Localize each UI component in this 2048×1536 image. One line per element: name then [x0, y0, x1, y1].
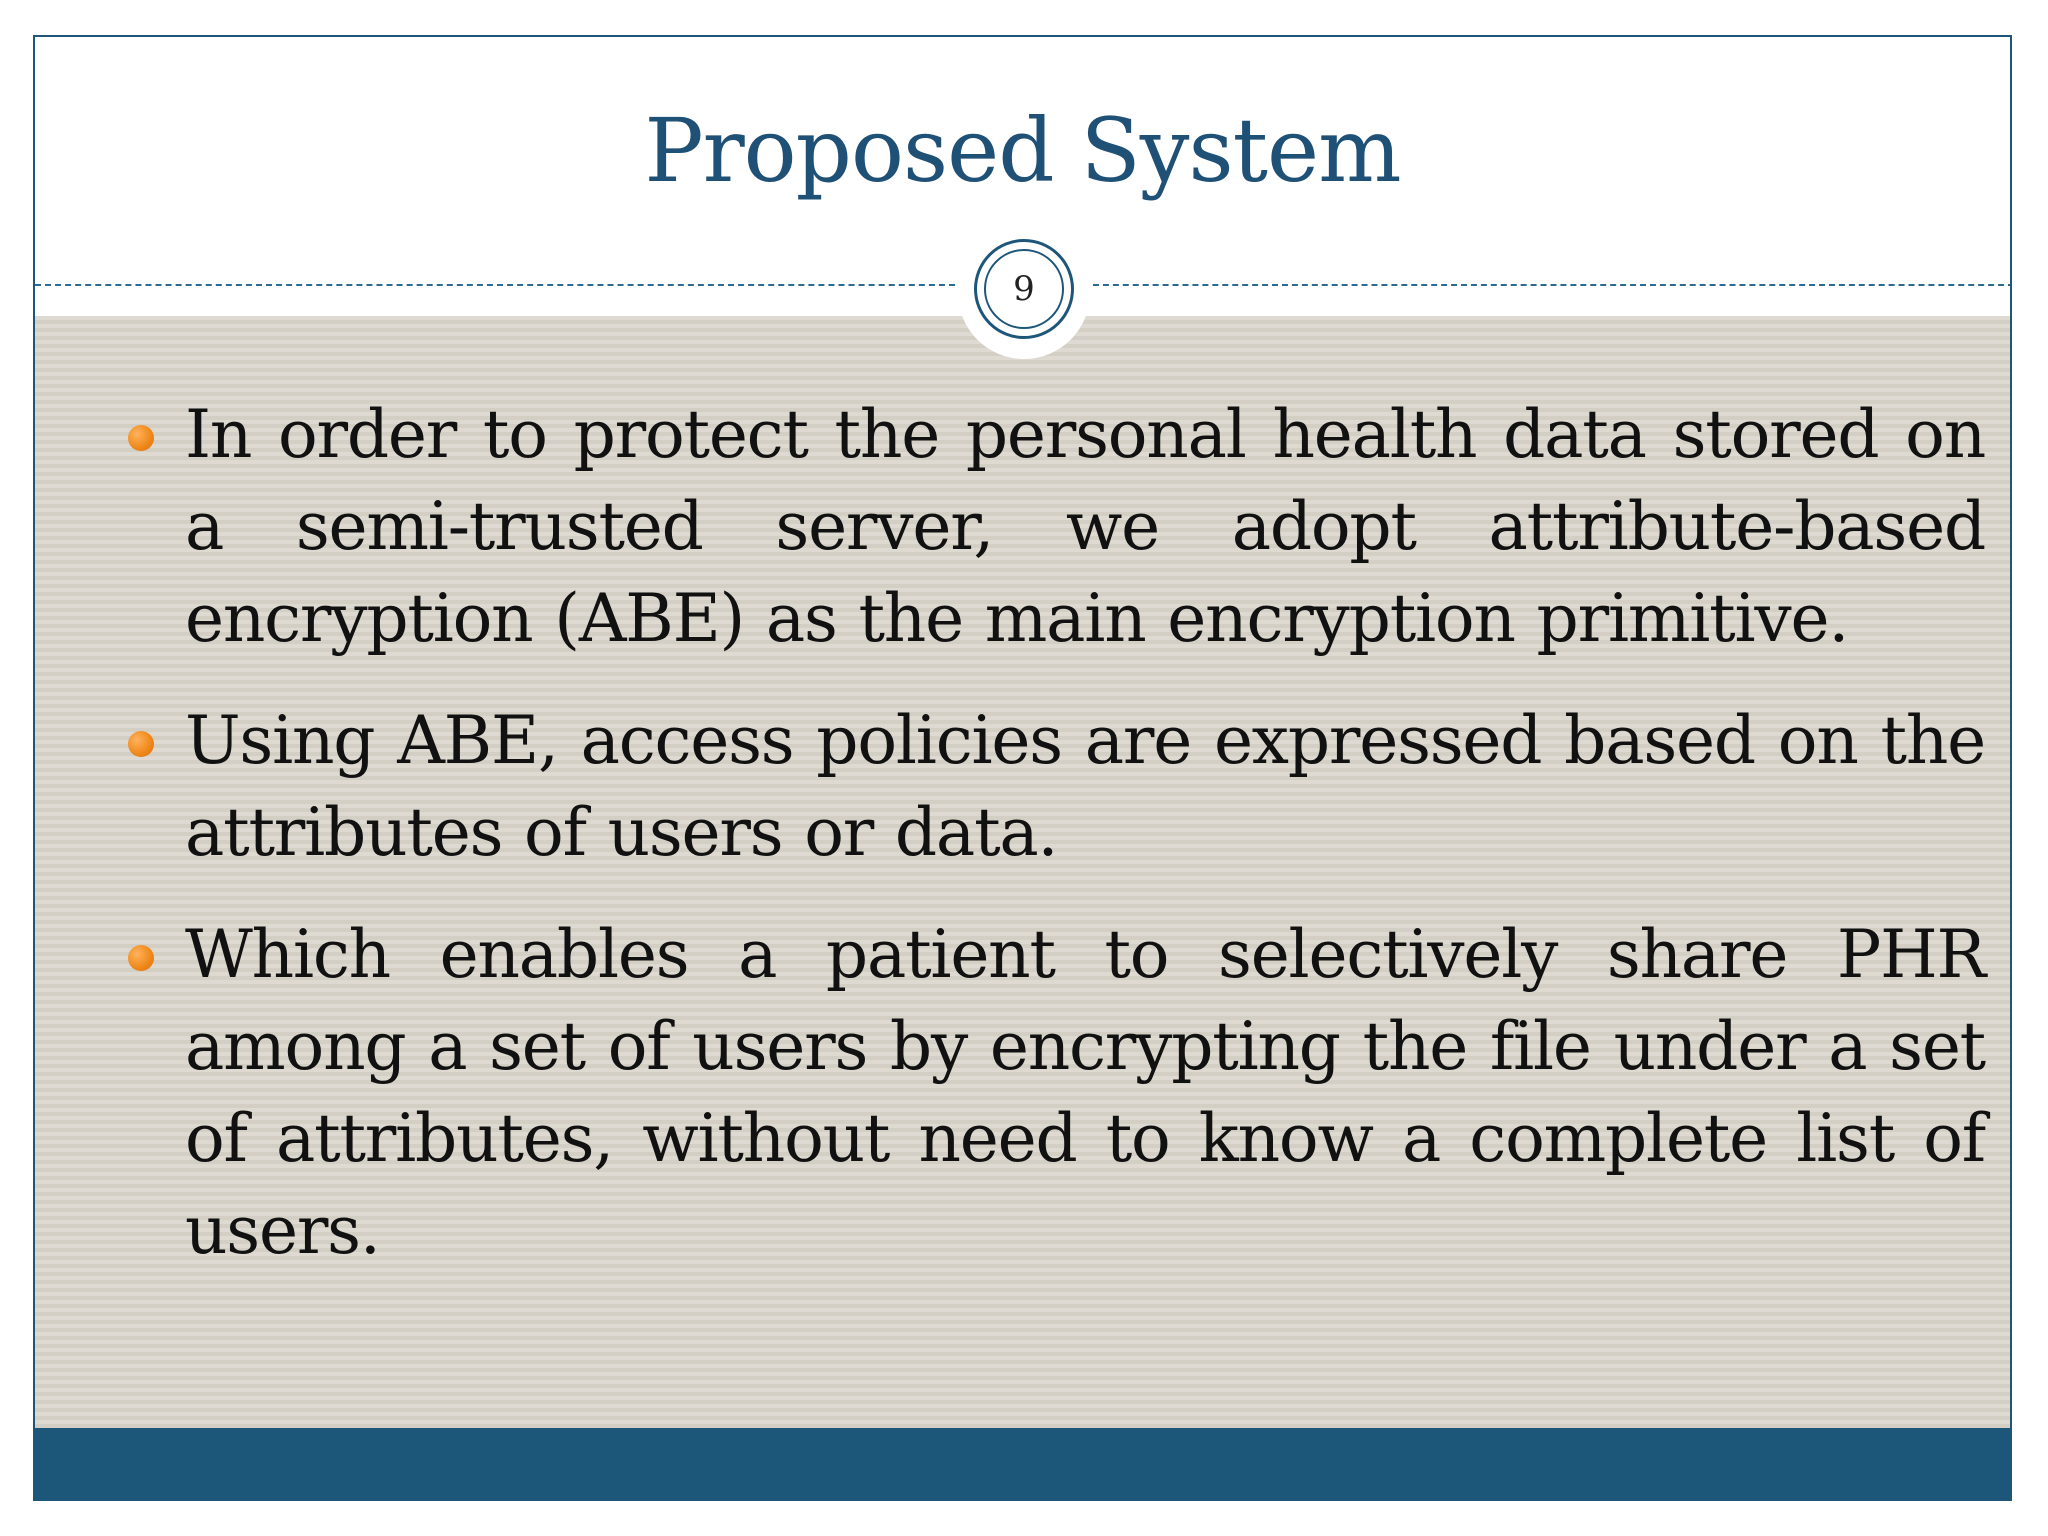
page-number-badge [974, 239, 1074, 339]
header-divider-right [1093, 284, 2012, 286]
bullet-list [185, 389, 1985, 1307]
orange-dot-icon [128, 731, 154, 757]
bullet-item [185, 389, 1985, 665]
bullet-text: In order to protect the personal health data stored on a semi-trusted server, we adopt attribute-based encryption (ABE) as the main encryption primitive. [185, 396, 1985, 657]
slide-title: Proposed System [644, 99, 1401, 202]
orange-dot-icon [128, 945, 154, 971]
footer-accent-bar [35, 1428, 2010, 1499]
bullet-text: Using ABE, access policies are expressed based on the attributes of users or data. [185, 702, 1985, 871]
bullet-item [185, 909, 1985, 1277]
slide-frame [33, 35, 2012, 1501]
orange-dot-icon [128, 425, 154, 451]
bullet-item [185, 695, 1985, 879]
header-divider-left [35, 284, 955, 286]
bullet-text: Which enables a patient to selectively share PHR among a set of users by encrypting the file under a set of attributes, without need to know a complete list of users. [185, 916, 1985, 1269]
page-number: 9 [984, 249, 1064, 329]
